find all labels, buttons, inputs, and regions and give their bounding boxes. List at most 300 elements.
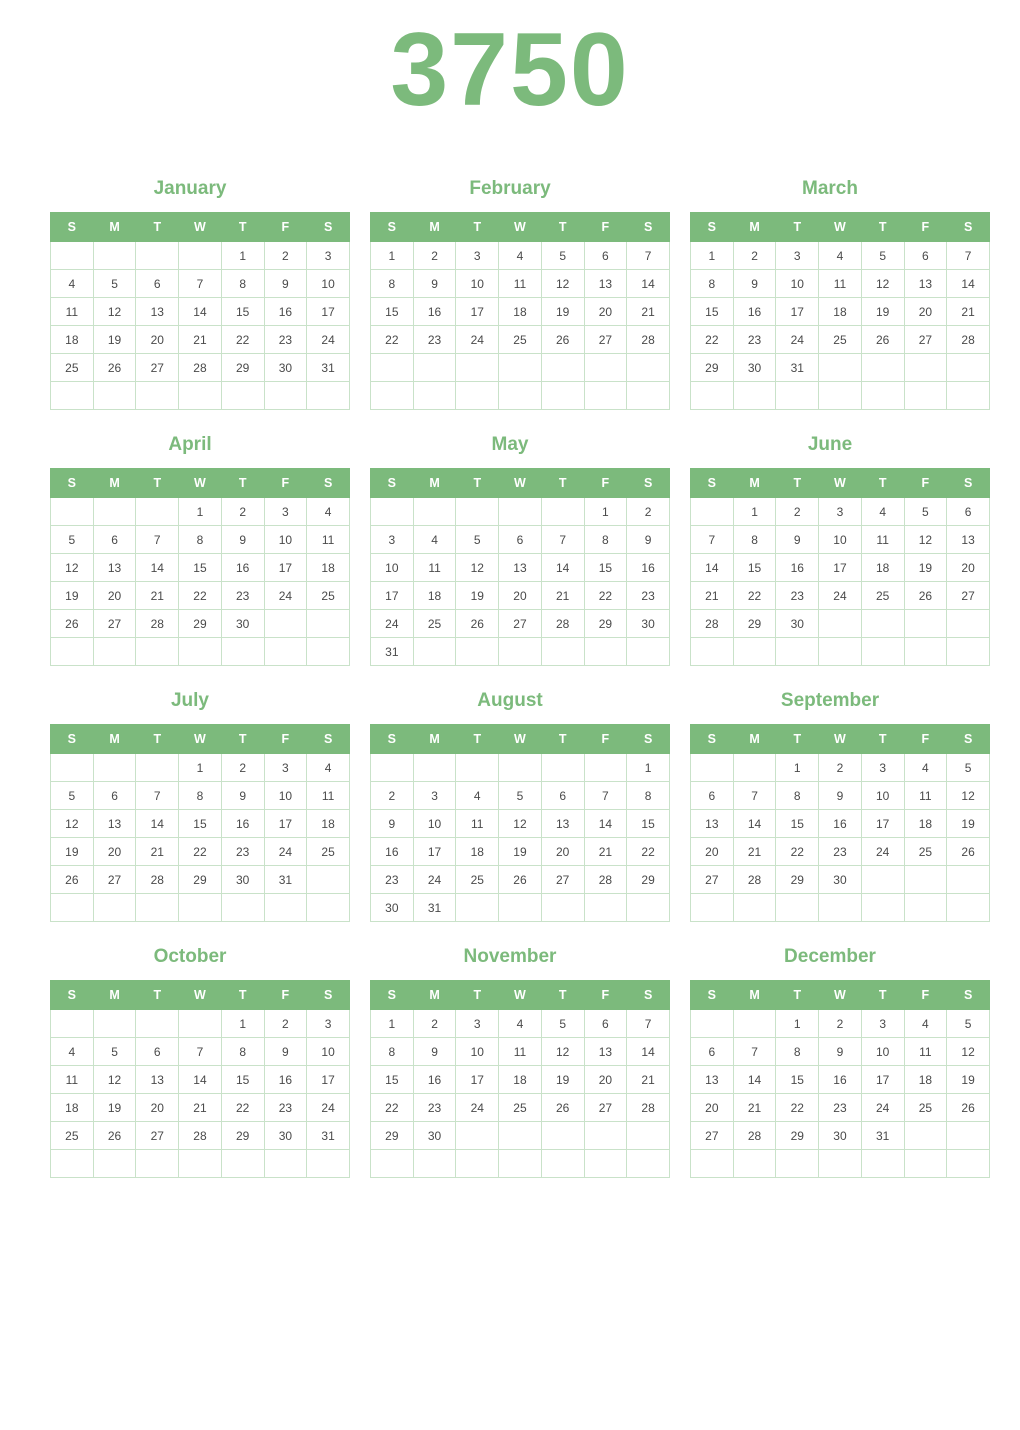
day-cell[interactable]: 22 (691, 326, 734, 354)
day-cell[interactable]: 15 (691, 298, 734, 326)
day-cell[interactable]: 24 (264, 838, 307, 866)
day-cell[interactable]: 22 (776, 1094, 819, 1122)
day-cell[interactable]: 24 (264, 582, 307, 610)
day-cell[interactable]: 4 (499, 242, 542, 270)
day-cell[interactable]: 17 (776, 298, 819, 326)
day-cell[interactable]: 16 (819, 1066, 862, 1094)
day-cell[interactable]: 10 (456, 1038, 499, 1066)
day-cell[interactable]: 15 (733, 554, 776, 582)
day-cell[interactable]: 14 (584, 810, 627, 838)
day-cell[interactable]: 5 (904, 498, 947, 526)
day-cell[interactable]: 16 (264, 1066, 307, 1094)
day-cell[interactable]: 16 (264, 298, 307, 326)
day-cell[interactable]: 24 (456, 1094, 499, 1122)
day-cell[interactable]: 14 (136, 810, 179, 838)
day-cell[interactable]: 3 (264, 754, 307, 782)
day-cell[interactable]: 10 (776, 270, 819, 298)
day-cell[interactable]: 25 (307, 582, 350, 610)
day-cell[interactable]: 28 (179, 354, 222, 382)
day-cell[interactable]: 1 (221, 1010, 264, 1038)
day-cell[interactable]: 7 (136, 526, 179, 554)
day-cell[interactable]: 19 (93, 1094, 136, 1122)
day-cell[interactable]: 31 (861, 1122, 904, 1150)
day-cell[interactable]: 9 (221, 782, 264, 810)
day-cell[interactable]: 17 (456, 1066, 499, 1094)
day-cell[interactable]: 12 (93, 298, 136, 326)
day-cell[interactable]: 29 (221, 354, 264, 382)
day-cell[interactable]: 25 (904, 1094, 947, 1122)
day-cell[interactable]: 20 (136, 1094, 179, 1122)
day-cell[interactable]: 6 (93, 782, 136, 810)
day-cell[interactable]: 16 (733, 298, 776, 326)
day-cell[interactable]: 26 (541, 326, 584, 354)
day-cell[interactable]: 24 (861, 1094, 904, 1122)
day-cell[interactable]: 11 (904, 782, 947, 810)
day-cell[interactable]: 2 (264, 242, 307, 270)
day-cell[interactable]: 10 (413, 810, 456, 838)
day-cell[interactable]: 28 (691, 610, 734, 638)
day-cell[interactable]: 2 (733, 242, 776, 270)
day-cell[interactable]: 11 (904, 1038, 947, 1066)
day-cell[interactable]: 22 (221, 326, 264, 354)
day-cell[interactable]: 31 (264, 866, 307, 894)
day-cell[interactable]: 13 (136, 1066, 179, 1094)
day-cell[interactable]: 7 (179, 1038, 222, 1066)
day-cell[interactable]: 2 (776, 498, 819, 526)
day-cell[interactable]: 26 (861, 326, 904, 354)
day-cell[interactable]: 24 (456, 326, 499, 354)
day-cell[interactable]: 3 (413, 782, 456, 810)
day-cell[interactable]: 8 (371, 1038, 414, 1066)
day-cell[interactable]: 26 (51, 866, 94, 894)
day-cell[interactable]: 11 (307, 782, 350, 810)
day-cell[interactable]: 6 (541, 782, 584, 810)
day-cell[interactable]: 12 (904, 526, 947, 554)
day-cell[interactable]: 24 (307, 1094, 350, 1122)
day-cell[interactable]: 14 (733, 1066, 776, 1094)
day-cell[interactable]: 21 (691, 582, 734, 610)
day-cell[interactable]: 11 (861, 526, 904, 554)
day-cell[interactable]: 15 (371, 298, 414, 326)
day-cell[interactable]: 7 (947, 242, 990, 270)
day-cell[interactable]: 17 (861, 1066, 904, 1094)
day-cell[interactable]: 11 (819, 270, 862, 298)
day-cell[interactable]: 25 (456, 866, 499, 894)
day-cell[interactable]: 22 (371, 326, 414, 354)
day-cell[interactable]: 5 (541, 1010, 584, 1038)
day-cell[interactable]: 21 (541, 582, 584, 610)
day-cell[interactable]: 27 (691, 866, 734, 894)
day-cell[interactable]: 31 (307, 354, 350, 382)
day-cell[interactable]: 5 (541, 242, 584, 270)
day-cell[interactable]: 5 (93, 270, 136, 298)
day-cell[interactable]: 15 (221, 1066, 264, 1094)
day-cell[interactable]: 6 (499, 526, 542, 554)
day-cell[interactable]: 23 (221, 838, 264, 866)
day-cell[interactable]: 9 (371, 810, 414, 838)
day-cell[interactable]: 19 (861, 298, 904, 326)
day-cell[interactable]: 26 (541, 1094, 584, 1122)
day-cell[interactable]: 27 (499, 610, 542, 638)
day-cell[interactable]: 6 (136, 270, 179, 298)
day-cell[interactable]: 30 (819, 1122, 862, 1150)
day-cell[interactable]: 6 (584, 242, 627, 270)
day-cell[interactable]: 21 (584, 838, 627, 866)
day-cell[interactable]: 18 (499, 1066, 542, 1094)
day-cell[interactable]: 20 (691, 1094, 734, 1122)
day-cell[interactable]: 4 (904, 754, 947, 782)
day-cell[interactable]: 2 (819, 1010, 862, 1038)
day-cell[interactable]: 3 (776, 242, 819, 270)
day-cell[interactable]: 18 (904, 810, 947, 838)
day-cell[interactable]: 12 (51, 810, 94, 838)
day-cell[interactable]: 29 (584, 610, 627, 638)
day-cell[interactable]: 4 (51, 1038, 94, 1066)
day-cell[interactable]: 6 (93, 526, 136, 554)
day-cell[interactable]: 4 (861, 498, 904, 526)
day-cell[interactable]: 7 (691, 526, 734, 554)
day-cell[interactable]: 9 (413, 270, 456, 298)
day-cell[interactable]: 4 (51, 270, 94, 298)
day-cell[interactable]: 6 (136, 1038, 179, 1066)
day-cell[interactable]: 28 (136, 610, 179, 638)
day-cell[interactable]: 3 (307, 242, 350, 270)
day-cell[interactable]: 11 (413, 554, 456, 582)
day-cell[interactable]: 4 (413, 526, 456, 554)
day-cell[interactable]: 11 (51, 1066, 94, 1094)
day-cell[interactable]: 20 (93, 838, 136, 866)
day-cell[interactable]: 26 (93, 354, 136, 382)
day-cell[interactable]: 19 (947, 1066, 990, 1094)
day-cell[interactable]: 8 (221, 270, 264, 298)
day-cell[interactable]: 11 (456, 810, 499, 838)
day-cell[interactable]: 19 (51, 582, 94, 610)
day-cell[interactable]: 13 (136, 298, 179, 326)
day-cell[interactable]: 15 (371, 1066, 414, 1094)
day-cell[interactable]: 1 (371, 1010, 414, 1038)
day-cell[interactable]: 21 (136, 838, 179, 866)
day-cell[interactable]: 9 (627, 526, 670, 554)
day-cell[interactable]: 13 (584, 1038, 627, 1066)
day-cell[interactable]: 12 (93, 1066, 136, 1094)
day-cell[interactable]: 20 (904, 298, 947, 326)
day-cell[interactable]: 16 (627, 554, 670, 582)
day-cell[interactable]: 30 (627, 610, 670, 638)
day-cell[interactable]: 30 (776, 610, 819, 638)
day-cell[interactable]: 12 (947, 1038, 990, 1066)
day-cell[interactable]: 12 (541, 270, 584, 298)
day-cell[interactable]: 29 (221, 1122, 264, 1150)
day-cell[interactable]: 6 (947, 498, 990, 526)
day-cell[interactable]: 7 (136, 782, 179, 810)
day-cell[interactable]: 28 (627, 1094, 670, 1122)
day-cell[interactable]: 11 (499, 1038, 542, 1066)
day-cell[interactable]: 29 (627, 866, 670, 894)
day-cell[interactable]: 5 (861, 242, 904, 270)
day-cell[interactable]: 30 (264, 354, 307, 382)
day-cell[interactable]: 21 (136, 582, 179, 610)
day-cell[interactable]: 21 (627, 1066, 670, 1094)
day-cell[interactable]: 4 (456, 782, 499, 810)
day-cell[interactable]: 22 (733, 582, 776, 610)
day-cell[interactable]: 15 (179, 554, 222, 582)
day-cell[interactable]: 30 (413, 1122, 456, 1150)
day-cell[interactable]: 17 (307, 1066, 350, 1094)
day-cell[interactable]: 17 (456, 298, 499, 326)
day-cell[interactable]: 18 (307, 810, 350, 838)
day-cell[interactable]: 27 (584, 1094, 627, 1122)
day-cell[interactable]: 3 (456, 1010, 499, 1038)
day-cell[interactable]: 11 (51, 298, 94, 326)
day-cell[interactable]: 10 (819, 526, 862, 554)
day-cell[interactable]: 8 (733, 526, 776, 554)
day-cell[interactable]: 23 (264, 1094, 307, 1122)
day-cell[interactable]: 8 (584, 526, 627, 554)
day-cell[interactable]: 21 (733, 838, 776, 866)
day-cell[interactable]: 19 (93, 326, 136, 354)
day-cell[interactable]: 2 (221, 498, 264, 526)
day-cell[interactable]: 8 (179, 526, 222, 554)
day-cell[interactable]: 19 (51, 838, 94, 866)
day-cell[interactable]: 24 (307, 326, 350, 354)
day-cell[interactable]: 27 (584, 326, 627, 354)
day-cell[interactable]: 10 (264, 782, 307, 810)
day-cell[interactable]: 3 (861, 1010, 904, 1038)
day-cell[interactable]: 23 (627, 582, 670, 610)
day-cell[interactable]: 8 (776, 782, 819, 810)
day-cell[interactable]: 18 (819, 298, 862, 326)
day-cell[interactable]: 14 (733, 810, 776, 838)
day-cell[interactable]: 5 (499, 782, 542, 810)
day-cell[interactable]: 21 (179, 326, 222, 354)
day-cell[interactable]: 28 (627, 326, 670, 354)
day-cell[interactable]: 16 (413, 298, 456, 326)
day-cell[interactable]: 28 (541, 610, 584, 638)
day-cell[interactable]: 13 (691, 810, 734, 838)
day-cell[interactable]: 31 (307, 1122, 350, 1150)
day-cell[interactable]: 7 (733, 782, 776, 810)
day-cell[interactable]: 15 (584, 554, 627, 582)
day-cell[interactable]: 17 (307, 298, 350, 326)
day-cell[interactable]: 12 (499, 810, 542, 838)
day-cell[interactable]: 25 (499, 1094, 542, 1122)
day-cell[interactable]: 17 (264, 554, 307, 582)
day-cell[interactable]: 14 (691, 554, 734, 582)
day-cell[interactable]: 8 (179, 782, 222, 810)
day-cell[interactable]: 20 (584, 298, 627, 326)
day-cell[interactable]: 19 (456, 582, 499, 610)
day-cell[interactable]: 10 (307, 270, 350, 298)
day-cell[interactable]: 17 (371, 582, 414, 610)
day-cell[interactable]: 5 (947, 754, 990, 782)
day-cell[interactable]: 16 (221, 810, 264, 838)
day-cell[interactable]: 13 (499, 554, 542, 582)
day-cell[interactable]: 16 (371, 838, 414, 866)
day-cell[interactable]: 18 (51, 1094, 94, 1122)
day-cell[interactable]: 8 (776, 1038, 819, 1066)
day-cell[interactable]: 14 (947, 270, 990, 298)
day-cell[interactable]: 19 (499, 838, 542, 866)
day-cell[interactable]: 13 (93, 810, 136, 838)
day-cell[interactable]: 1 (179, 498, 222, 526)
day-cell[interactable]: 23 (371, 866, 414, 894)
day-cell[interactable]: 28 (136, 866, 179, 894)
day-cell[interactable]: 13 (904, 270, 947, 298)
day-cell[interactable]: 25 (904, 838, 947, 866)
day-cell[interactable]: 28 (733, 866, 776, 894)
day-cell[interactable]: 11 (307, 526, 350, 554)
day-cell[interactable]: 17 (264, 810, 307, 838)
day-cell[interactable]: 21 (179, 1094, 222, 1122)
day-cell[interactable]: 21 (733, 1094, 776, 1122)
day-cell[interactable]: 30 (371, 894, 414, 922)
day-cell[interactable]: 4 (819, 242, 862, 270)
day-cell[interactable]: 16 (221, 554, 264, 582)
day-cell[interactable]: 25 (51, 354, 94, 382)
day-cell[interactable]: 7 (179, 270, 222, 298)
day-cell[interactable]: 25 (51, 1122, 94, 1150)
day-cell[interactable]: 25 (499, 326, 542, 354)
day-cell[interactable]: 27 (904, 326, 947, 354)
day-cell[interactable]: 2 (371, 782, 414, 810)
day-cell[interactable]: 21 (947, 298, 990, 326)
day-cell[interactable]: 18 (51, 326, 94, 354)
day-cell[interactable]: 17 (861, 810, 904, 838)
day-cell[interactable]: 13 (947, 526, 990, 554)
day-cell[interactable]: 1 (776, 1010, 819, 1038)
day-cell[interactable]: 22 (584, 582, 627, 610)
day-cell[interactable]: 25 (413, 610, 456, 638)
day-cell[interactable]: 28 (179, 1122, 222, 1150)
day-cell[interactable]: 23 (776, 582, 819, 610)
day-cell[interactable]: 23 (819, 1094, 862, 1122)
day-cell[interactable]: 8 (691, 270, 734, 298)
day-cell[interactable]: 22 (221, 1094, 264, 1122)
day-cell[interactable]: 1 (691, 242, 734, 270)
day-cell[interactable]: 9 (819, 1038, 862, 1066)
day-cell[interactable]: 5 (456, 526, 499, 554)
day-cell[interactable]: 6 (691, 1038, 734, 1066)
day-cell[interactable]: 5 (93, 1038, 136, 1066)
day-cell[interactable]: 13 (691, 1066, 734, 1094)
day-cell[interactable]: 1 (776, 754, 819, 782)
day-cell[interactable]: 3 (307, 1010, 350, 1038)
day-cell[interactable]: 1 (627, 754, 670, 782)
day-cell[interactable]: 6 (691, 782, 734, 810)
day-cell[interactable]: 26 (947, 838, 990, 866)
day-cell[interactable]: 29 (776, 866, 819, 894)
day-cell[interactable]: 28 (584, 866, 627, 894)
day-cell[interactable]: 9 (776, 526, 819, 554)
day-cell[interactable]: 8 (371, 270, 414, 298)
day-cell[interactable]: 20 (947, 554, 990, 582)
day-cell[interactable]: 19 (947, 810, 990, 838)
day-cell[interactable]: 19 (541, 1066, 584, 1094)
day-cell[interactable]: 26 (904, 582, 947, 610)
day-cell[interactable]: 3 (861, 754, 904, 782)
day-cell[interactable]: 20 (691, 838, 734, 866)
day-cell[interactable]: 10 (861, 782, 904, 810)
day-cell[interactable]: 26 (499, 866, 542, 894)
day-cell[interactable]: 15 (627, 810, 670, 838)
day-cell[interactable]: 31 (413, 894, 456, 922)
day-cell[interactable]: 22 (179, 582, 222, 610)
day-cell[interactable]: 19 (541, 298, 584, 326)
day-cell[interactable]: 18 (861, 554, 904, 582)
day-cell[interactable]: 22 (627, 838, 670, 866)
day-cell[interactable]: 1 (584, 498, 627, 526)
day-cell[interactable]: 25 (819, 326, 862, 354)
day-cell[interactable]: 1 (221, 242, 264, 270)
day-cell[interactable]: 11 (499, 270, 542, 298)
day-cell[interactable]: 16 (819, 810, 862, 838)
day-cell[interactable]: 5 (51, 782, 94, 810)
day-cell[interactable]: 13 (93, 554, 136, 582)
day-cell[interactable]: 5 (947, 1010, 990, 1038)
day-cell[interactable]: 1 (179, 754, 222, 782)
day-cell[interactable]: 13 (541, 810, 584, 838)
day-cell[interactable]: 25 (307, 838, 350, 866)
day-cell[interactable]: 17 (819, 554, 862, 582)
day-cell[interactable]: 23 (413, 326, 456, 354)
day-cell[interactable]: 12 (947, 782, 990, 810)
day-cell[interactable]: 20 (93, 582, 136, 610)
day-cell[interactable]: 12 (861, 270, 904, 298)
day-cell[interactable]: 14 (179, 298, 222, 326)
day-cell[interactable]: 7 (541, 526, 584, 554)
day-cell[interactable]: 20 (136, 326, 179, 354)
day-cell[interactable]: 23 (413, 1094, 456, 1122)
day-cell[interactable]: 10 (861, 1038, 904, 1066)
day-cell[interactable]: 30 (733, 354, 776, 382)
day-cell[interactable]: 14 (627, 1038, 670, 1066)
day-cell[interactable]: 27 (541, 866, 584, 894)
day-cell[interactable]: 30 (221, 610, 264, 638)
day-cell[interactable]: 24 (371, 610, 414, 638)
day-cell[interactable]: 31 (776, 354, 819, 382)
day-cell[interactable]: 3 (456, 242, 499, 270)
day-cell[interactable]: 3 (819, 498, 862, 526)
day-cell[interactable]: 24 (819, 582, 862, 610)
day-cell[interactable]: 27 (93, 866, 136, 894)
day-cell[interactable]: 10 (456, 270, 499, 298)
day-cell[interactable]: 9 (264, 1038, 307, 1066)
day-cell[interactable]: 8 (221, 1038, 264, 1066)
day-cell[interactable]: 9 (733, 270, 776, 298)
day-cell[interactable]: 29 (371, 1122, 414, 1150)
day-cell[interactable]: 30 (221, 866, 264, 894)
day-cell[interactable]: 16 (776, 554, 819, 582)
day-cell[interactable]: 29 (733, 610, 776, 638)
day-cell[interactable]: 6 (904, 242, 947, 270)
day-cell[interactable]: 3 (264, 498, 307, 526)
day-cell[interactable]: 31 (371, 638, 414, 666)
day-cell[interactable]: 23 (819, 838, 862, 866)
day-cell[interactable]: 20 (499, 582, 542, 610)
day-cell[interactable]: 20 (541, 838, 584, 866)
day-cell[interactable]: 8 (627, 782, 670, 810)
day-cell[interactable]: 18 (307, 554, 350, 582)
day-cell[interactable]: 25 (861, 582, 904, 610)
day-cell[interactable]: 24 (776, 326, 819, 354)
day-cell[interactable]: 10 (371, 554, 414, 582)
day-cell[interactable]: 4 (307, 498, 350, 526)
day-cell[interactable]: 30 (264, 1122, 307, 1150)
day-cell[interactable]: 23 (264, 326, 307, 354)
day-cell[interactable]: 15 (776, 810, 819, 838)
day-cell[interactable]: 27 (691, 1122, 734, 1150)
day-cell[interactable]: 10 (264, 526, 307, 554)
